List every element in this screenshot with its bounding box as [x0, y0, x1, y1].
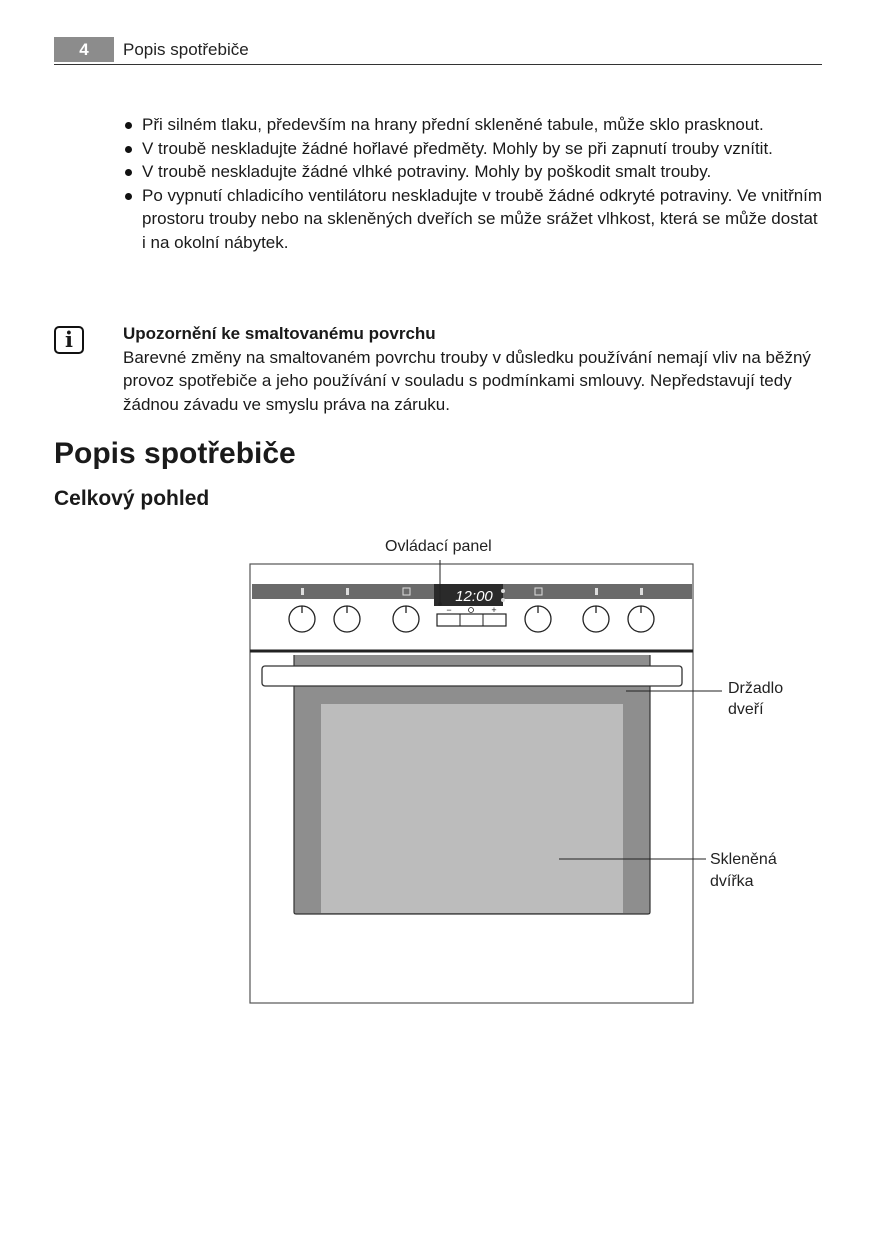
- info-icon: i: [54, 326, 84, 354]
- symbol-icon: [595, 588, 598, 595]
- symbol-icon: [346, 588, 349, 595]
- indicator-icon: [501, 598, 505, 602]
- bullet-item: Při silném tlaku, především na hrany přední skleněné tabule, může sklo prasknout.: [123, 113, 823, 137]
- bullet-item: Po vypnutí chladicího ventilátoru neskladujte v troubě žádné odkryté potraviny. Ve vnitřním prostoru trouby nebo na skleněných dveřích se může srážet vlhkost, která se může dostat i na okolní nábytek.: [123, 184, 823, 255]
- label-door-handle: dveří: [728, 701, 764, 718]
- bullet-item: V troubě neskladujte žádné hořlavé předměty. Mohly by se při zapnutí trouby vznítit.: [123, 137, 823, 161]
- clock-time: 12:00: [455, 588, 493, 605]
- timer-buttons[interactable]: [437, 614, 506, 626]
- glass-door: [321, 704, 623, 913]
- label-door-handle: Držadlo: [728, 680, 784, 697]
- bullet-item: V troubě neskladujte žádné vlhké potraviny. Mohly by poškodit smalt trouby.: [123, 160, 823, 184]
- note-body: Barevné změny na smaltovaném povrchu trouby v důsledku používání nemají vliv na běžný provoz spotřebiče a jeho používání v souladu s podmínkami smlouvy. Nepředstavují tedy žádnou závadu ve smyslu práva na záruku.: [123, 347, 811, 414]
- door-handle[interactable]: [262, 666, 682, 686]
- symbol-icon: [640, 588, 643, 595]
- indicator-icon: [501, 589, 505, 593]
- page-number: 4: [54, 37, 114, 62]
- label-glass-door: Skleněná: [710, 851, 777, 868]
- label-glass-door: dvířka: [710, 873, 754, 890]
- plus-label: +: [491, 605, 497, 615]
- note-title: Upozornění ke smaltovanému povrchu: [123, 324, 436, 343]
- section-title: Popis spotřebiče: [54, 437, 296, 470]
- header-title: Popis spotřebiče: [123, 40, 249, 59]
- minus-label: −: [446, 605, 452, 615]
- label-control-panel: Ovládací panel: [385, 538, 492, 555]
- symbol-icon: [301, 588, 304, 595]
- subsection-title: Celkový pohled: [54, 487, 210, 510]
